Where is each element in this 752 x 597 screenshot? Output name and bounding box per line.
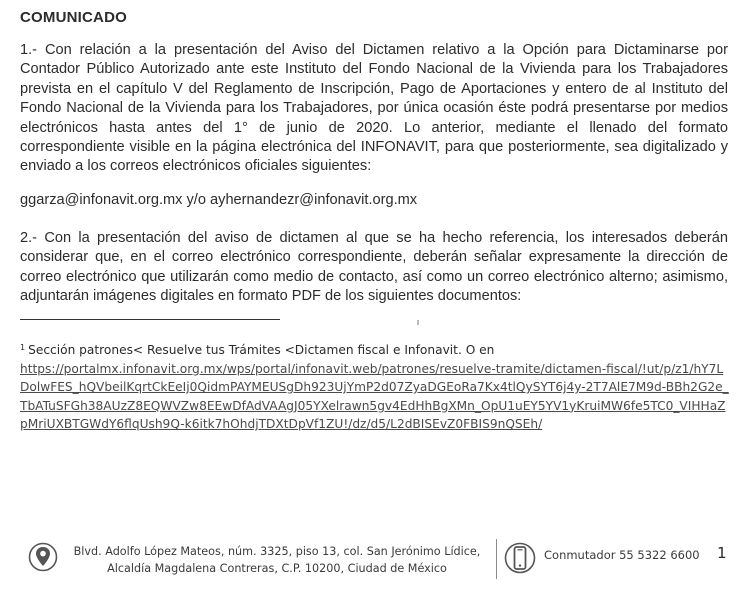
- footnote: [20, 339, 732, 434]
- footnote-marker: 1: [20, 343, 26, 352]
- footer-address: [66, 543, 488, 577]
- address-line-1: Blvd. Adolfo López Mateos, núm. 3325, piso 13, col. San Jerónimo Lídice,: [73, 545, 481, 558]
- email-addresses: ggarza@infonavit.org.mx y/o ayhernandezr@infonavit.org.mx: [20, 192, 418, 208]
- footnote-separator: [20, 319, 280, 320]
- paragraph-1: 1.- Con relación a la presentación del Aviso del Dictamen relativo a la Opción para Dictaminarse por Contador Público Autorizado ante este Instituto del Fondo Nacional de la Vivienda para los Trabajadores prevista en el capítulo V del Reglamento de Inscripción, Pago de Aportaciones y entero de al Instituto del Fondo Nacional de la Vivienda para los Trabajadores, por única ocasión éste podrá presentarse por medios electrónicos hasta antes del 1° de junio de 2020. Lo anterior, mediante el llenado del formato correspondiente visible en la página electrónica del INFONAVIT, para que posteriormente, sea digitalizado y enviado a los correos electrónicos oficiales siguientes:: [20, 42, 728, 175]
- mobile-phone-icon: [504, 538, 536, 578]
- paragraph-2: 2.- Con la presentación del aviso de dictamen al que se ha hecho referencia, los interesados deberán considerar que, en el correo electrónico correspondiente, deberán señalar expresamente la dirección de correo electrónico que utilizarán como medio de contacto, así como un correo electrónico alterno; asimismo, adjuntarán imágenes digitales en formato PDF de los siguientes documentos:: [20, 230, 728, 305]
- page-footer: [0, 535, 752, 585]
- footer-divider: [496, 539, 497, 579]
- footer-phone: Conmutador 55 5322 6600: [544, 548, 700, 562]
- location-pin-icon: [28, 539, 58, 577]
- page-number: 1: [717, 544, 727, 562]
- document-heading: COMUNICADO: [20, 9, 127, 26]
- footnote-link[interactable]: https://portalmx.infonavit.org.mx/wps/portal/infonavit.web/patrones/resuelve-tramite/dictamen-fiscal/!ut/p/z1/hY7LDolwFES_hQVbeilKqrtCkEeIj0QidmPAYMEUSgDh923UjYmP2d07ZyaDGEoRa7Kx4tlQySYT6j4y-2T7AlE7M9d-BBh2G2e_TbATuSFGh38AUzZ8EQWVZw8EEwDfAdVAAgJ05YXelrawn5gv4EdHhBgXMn_OpU1uEY5YV1yKruiMW6fe5TC0_VIHHaZpMriUXBTGWdY6flqUsh9Q-k6itk7hOhdjTDXtDpVf1ZU!/dz/d5/L2dBISEvZ0FBIS9nQSEh/: [20, 361, 729, 432]
- footnote-text: Sección patrones< Resuelve tus Trámites <Dictamen fiscal e Infonavit. O en: [28, 343, 495, 357]
- scan-speck: [417, 320, 419, 325]
- address-line-2: Alcaldía Magdalena Contreras, C.P. 10200, Ciudad de México: [107, 562, 447, 575]
